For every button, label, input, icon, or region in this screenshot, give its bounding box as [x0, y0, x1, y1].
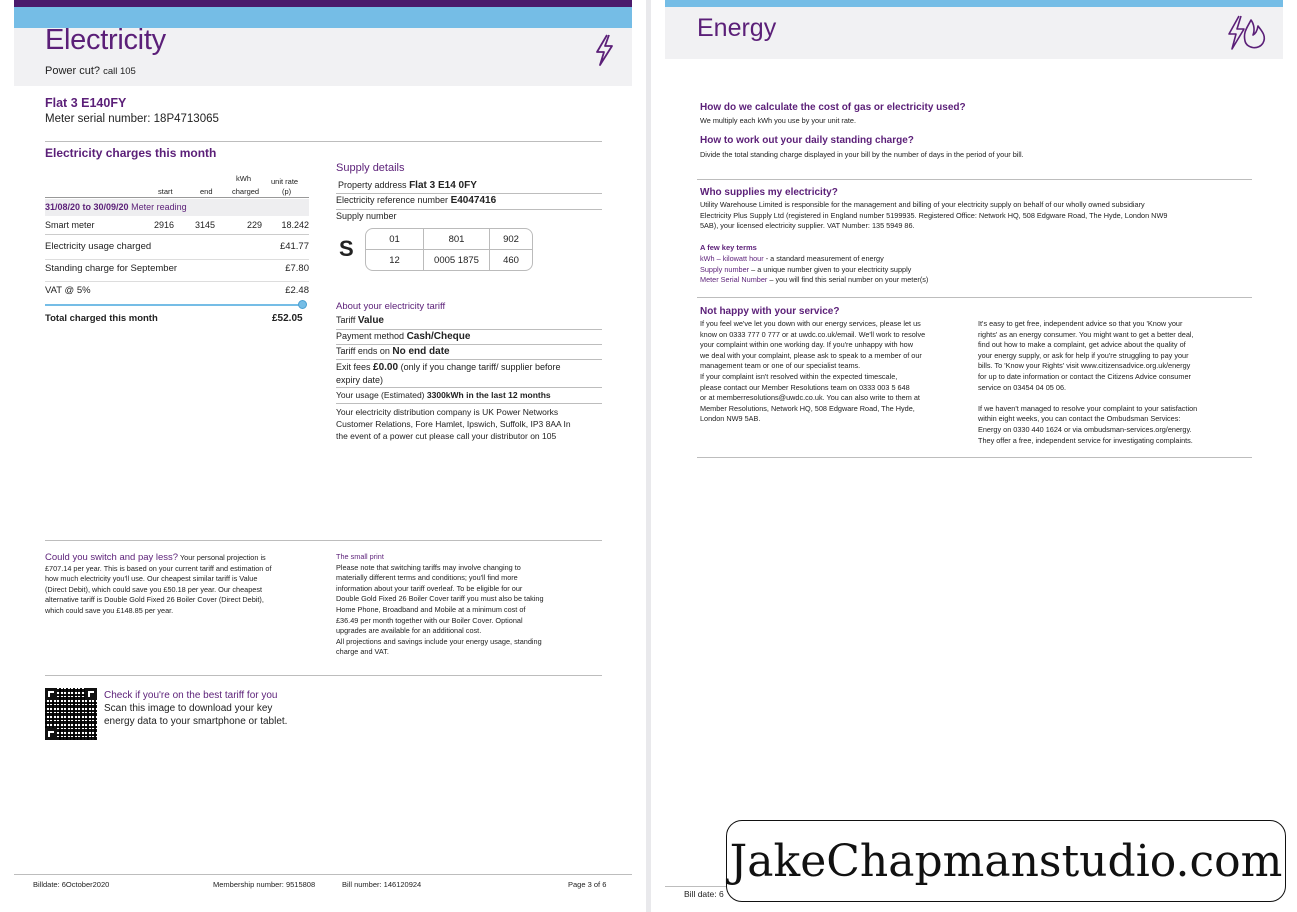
- complaint-line: management team or one of our specialist teams.: [700, 361, 861, 371]
- qr-text: [104, 689, 287, 728]
- advice-line: Energy on 0330 440 1624 or via ombudsman-services.org/energy.: [978, 424, 1192, 434]
- exit-note: (only if you change tariff/ supplier before: [400, 362, 561, 372]
- ends-label: Tariff ends on: [336, 346, 390, 356]
- supply-property: [338, 180, 477, 191]
- header-bar-blue: [665, 0, 1283, 7]
- footer-bill-number: Bill number: 146120924: [342, 880, 422, 889]
- key-term: [700, 275, 928, 286]
- divider: [697, 179, 1252, 180]
- key-term: [700, 265, 928, 276]
- property-label: Property address: [338, 180, 407, 190]
- small-print-line: charge and VAT.: [336, 647, 389, 657]
- total-value: £52.05: [272, 313, 303, 324]
- small-print-line: Home Phone, Broadband and Mobile at a minimum cost of: [336, 604, 526, 614]
- footer-page-number: Page 3 of 6: [568, 880, 607, 889]
- supply-heading: Supply details: [336, 162, 405, 174]
- divider: [336, 209, 602, 210]
- tariff-ends-row: [336, 346, 450, 357]
- faq-question: How to work out your daily standing charge?: [700, 135, 914, 146]
- period-dates: 31/08/20 to 30/09/20: [45, 202, 129, 212]
- col-kwh-charged: charged: [232, 187, 260, 196]
- grid-cell: 801: [424, 229, 490, 250]
- complaint-line: or at memberresolutions@uwdc.co.uk. You can also write to them at: [700, 393, 920, 403]
- qr-finder: [85, 688, 97, 700]
- divider: [336, 359, 602, 360]
- meter-name: Smart meter: [45, 220, 95, 230]
- complaint-line: Member Resolutions, Network HQ, 508 Edgware Road, The Hyde,: [700, 403, 915, 413]
- complaint-line: If your complaint isn't resolved within the expected timescale,: [700, 371, 898, 381]
- col-start: start: [158, 187, 173, 196]
- faq-question: How do we calculate the cost of gas or electricity used?: [700, 102, 966, 113]
- usage-row: [336, 390, 551, 400]
- total-label: Total charged this month: [45, 313, 158, 324]
- supplier-info: [700, 200, 1260, 232]
- exit-note-2: expiry date): [336, 375, 384, 385]
- divider: [45, 675, 602, 676]
- supplier-line: Utility Warehouse Limited is responsible for the management and billing of your electricity supply on behalf of our wholly owned subsidiary: [700, 200, 1145, 209]
- supplier-line: Electricity Plus Supply Ltd (registered in England number 5199935. Registered Office: Network HQ, 508 Edgware Road, The Hyde, London NW9: [700, 210, 1168, 220]
- switch-line: (Direct Debit), which could save you £50.18 per year. Our cheapest: [45, 584, 262, 594]
- key-terms-list: [700, 254, 928, 286]
- grid-cell: 01: [366, 229, 424, 250]
- meter-reading-period: [45, 199, 309, 216]
- ends-value: No end date: [392, 346, 450, 357]
- tariff-row: [336, 315, 384, 326]
- term-def: - a standard measurement of energy: [763, 254, 884, 263]
- power-cut-call: call 105: [103, 66, 136, 77]
- distribution-info: [336, 406, 571, 442]
- footer-bill-date: Billdate: 6October2020: [33, 880, 110, 889]
- advice-line: It's easy to get free, independent advice so that you 'Know your: [978, 319, 1183, 328]
- supply-number-s: S: [339, 236, 354, 261]
- property-value: Flat 3 E14 0FY: [409, 180, 477, 191]
- supply-grid-table: [366, 229, 532, 270]
- qr-line: energy data to your smartphone or tablet.: [104, 716, 288, 727]
- footer-bill-date: Bill date: 6: [684, 889, 724, 899]
- faq-answer: Divide the total standing charge displayed in your bill by the number of days in the period of your bill.: [700, 150, 1024, 159]
- advice-line: bills. To 'Know your Rights' visit www.citizensadvice.org.uk/energy: [978, 361, 1191, 371]
- grid-cell: 12: [366, 250, 424, 271]
- complaint-line: your complaint within one working day. If you're unhappy with how: [700, 340, 913, 350]
- ref-value: E4047416: [450, 195, 497, 206]
- term: Supply number: [700, 264, 750, 274]
- property-address: Flat 3 E140FY: [45, 96, 127, 110]
- qr-heading: Check if you're on the best tariff for you: [104, 690, 278, 701]
- switch-line: which could save you £148.85 per year.: [45, 605, 174, 615]
- total-separator: [45, 304, 301, 306]
- faq-question: Not happy with your service?: [700, 306, 840, 317]
- advice-column: [978, 319, 1258, 446]
- divider: [336, 387, 602, 388]
- ref-label: Electricity reference number: [336, 195, 449, 205]
- qr-finder: [45, 728, 57, 740]
- divider: [697, 457, 1252, 458]
- term: Meter Serial Number: [700, 275, 768, 285]
- complaint-line: know on 0333 777 0 777 or at uwdc.co.uk/email. We'll work to resolve: [700, 329, 926, 339]
- key-term: [700, 254, 928, 265]
- power-cut-label: Power cut?: [45, 65, 101, 77]
- supply-ref: [336, 195, 496, 206]
- separator-dot: [298, 300, 307, 309]
- exit-label: Exit fees: [336, 362, 371, 372]
- switch-line: £707.14 per year. This is based on your current tariff and estimation of: [45, 563, 272, 573]
- tariff-label: Tariff: [336, 315, 356, 325]
- bill-page-right: [651, 0, 1297, 912]
- divider: [336, 344, 602, 345]
- switch-heading: Could you switch and pay less?: [45, 552, 179, 563]
- faq-question: Who supplies my electricity?: [700, 187, 838, 198]
- switch-line: how much electricity you'll use. Our cheapest similar tariff is Value: [45, 574, 258, 584]
- charge-label: Standing charge for September: [45, 263, 178, 274]
- meter-start: 2916: [154, 220, 175, 230]
- page-title: Energy: [697, 14, 777, 42]
- charge-row: [45, 260, 309, 282]
- exit-value: £0.00: [373, 362, 399, 373]
- charge-value: £41.77: [279, 241, 309, 252]
- exit-fees-row: [336, 361, 602, 386]
- divider: [336, 193, 602, 194]
- qr-line: Scan this image to download your key: [104, 703, 273, 714]
- tariff-value: Value: [357, 315, 384, 326]
- complaint-line: If you feel we've let you down with our energy services, please let us: [700, 319, 921, 328]
- advice-line: within eight weeks, you can contact the Ombudsman Services:: [978, 414, 1181, 424]
- supply-number-label: Supply number: [336, 211, 397, 221]
- payment-label: Payment method: [336, 331, 405, 341]
- small-print-line: information about your tariff overleaf. To be eligible for our: [336, 583, 523, 593]
- grid-cell: 0005 1875: [424, 250, 490, 271]
- switch-line: alternative tariff is Double Gold Fixed 26 Boiler Cover (Direct Debit),: [45, 595, 264, 605]
- energy-flame-lightning-icon: [1225, 14, 1269, 52]
- meter-row: [45, 217, 309, 235]
- col-unit-rate: unit rate: [271, 177, 299, 186]
- grid-cell: 902: [490, 229, 533, 250]
- advice-spacer: [978, 393, 1258, 404]
- complaint-line: London NW9 5AB.: [700, 414, 761, 424]
- supply-number-grid: [365, 228, 533, 271]
- page-title: Electricity: [45, 24, 166, 56]
- key-terms-heading: A few key terms: [700, 243, 757, 252]
- term: kWh – kilowatt hour: [700, 254, 764, 263]
- small-print-heading: The small print: [336, 552, 384, 561]
- charges-list: [45, 238, 309, 303]
- footer-membership: Membership number: 9515808: [213, 880, 316, 889]
- charge-row: [45, 282, 309, 303]
- lightning-icon: [592, 33, 616, 67]
- watermark-banner: JakeChapmanstudio.com: [726, 820, 1286, 902]
- meter-rate: 18.242: [281, 220, 309, 230]
- complaint-column: [700, 319, 965, 425]
- payment-row: [336, 331, 470, 342]
- advice-line: rights' as an energy consumer. You might want to get a better deal,: [978, 329, 1194, 339]
- term-def: – you will find this serial number on your meter(s): [767, 275, 929, 285]
- small-print-line: £36.49 per month together with our Boiler Cover. Optional: [336, 615, 523, 625]
- dist-line: Your electricity distribution company is UK Power Networks: [336, 407, 559, 417]
- advice-line: service on 03454 04 05 06.: [978, 382, 1067, 392]
- footer-divider: [14, 874, 632, 875]
- dist-line: the event of a power cut please call your distributor on 105: [336, 431, 557, 441]
- small-print-line: Please note that switching tariffs may involve changing to: [336, 562, 521, 572]
- header-bar-purple: [14, 0, 632, 7]
- advice-line: your energy supply, or ask for help if you're struggling to pay your: [978, 350, 1189, 360]
- switch-section: [45, 553, 320, 617]
- dist-line: Customer Relations, Fore Hamlet, Ipswich, Suffolk, IP3 8AA In: [336, 419, 571, 429]
- charge-label: Electricity usage charged: [45, 241, 152, 252]
- charge-row: [45, 238, 309, 260]
- small-print-line: Double Gold Fixed 26 Boiler Cover tariff you must also be taking: [336, 594, 544, 604]
- divider: [336, 329, 602, 330]
- small-print-line: materially different terms and conditions; you'll find more: [336, 573, 518, 583]
- advice-line: If we haven't managed to resolve your complaint to your satisfaction: [978, 403, 1198, 413]
- divider: [697, 297, 1252, 298]
- tariff-heading: About your electricity tariff: [336, 301, 446, 312]
- supplier-line: 5AB), your licensed electricity supplier. VAT Number: 135 5949 86.: [700, 221, 915, 231]
- advice-line: They offer a free, independent service for investigating complaints.: [978, 435, 1193, 445]
- grid-cell: 460: [490, 250, 533, 271]
- usage-label: Your usage (Estimated): [336, 390, 425, 400]
- usage-value: 3300kWh in the last 12 months: [426, 390, 551, 400]
- switch-line: Your personal projection is: [179, 553, 266, 562]
- power-cut-note: [45, 65, 136, 77]
- period-label: Meter reading: [131, 202, 187, 212]
- advice-line: find out how to make a complaint, get advice about the quality of: [978, 340, 1186, 350]
- charge-label: VAT @ 5%: [45, 285, 91, 296]
- advice-line: for up to date information or contact the Citizens Advice consumer: [978, 371, 1191, 381]
- term-def: – a unique number given to your electricity supply: [749, 264, 912, 274]
- meter-kwh: 229: [247, 220, 263, 230]
- col-unit-rate-p: (p): [282, 187, 292, 196]
- charges-heading: Electricity charges this month: [45, 146, 217, 160]
- meter-end: 3145: [195, 220, 216, 230]
- divider: [336, 403, 602, 404]
- faq-answer: We multiply each kWh you use by your unit rate.: [700, 116, 857, 125]
- divider: [45, 141, 602, 142]
- qr-finder: [45, 688, 57, 700]
- small-print-line: All projections and savings include your energy usage, standing: [336, 636, 542, 646]
- divider: [45, 540, 602, 541]
- qr-code[interactable]: [45, 688, 97, 740]
- complaint-line: we deal with your complaint, please ask to speak to a member of our: [700, 350, 922, 360]
- col-end: end: [200, 187, 213, 196]
- bill-page-left: [0, 0, 646, 912]
- col-kwh: kWh: [236, 174, 251, 183]
- divider: [45, 197, 309, 198]
- charge-value: £7.80: [285, 263, 309, 274]
- small-print-line: upgrades are available for an additional cost.: [336, 626, 482, 636]
- meter-serial-number: Meter serial number: 18P4713065: [45, 113, 219, 125]
- payment-value: Cash/Cheque: [406, 331, 471, 342]
- charge-value: £2.48: [285, 285, 309, 296]
- small-print-section: [336, 552, 602, 658]
- complaint-line: please contact our Member Resolutions team on 0333 003 5 648: [700, 382, 910, 392]
